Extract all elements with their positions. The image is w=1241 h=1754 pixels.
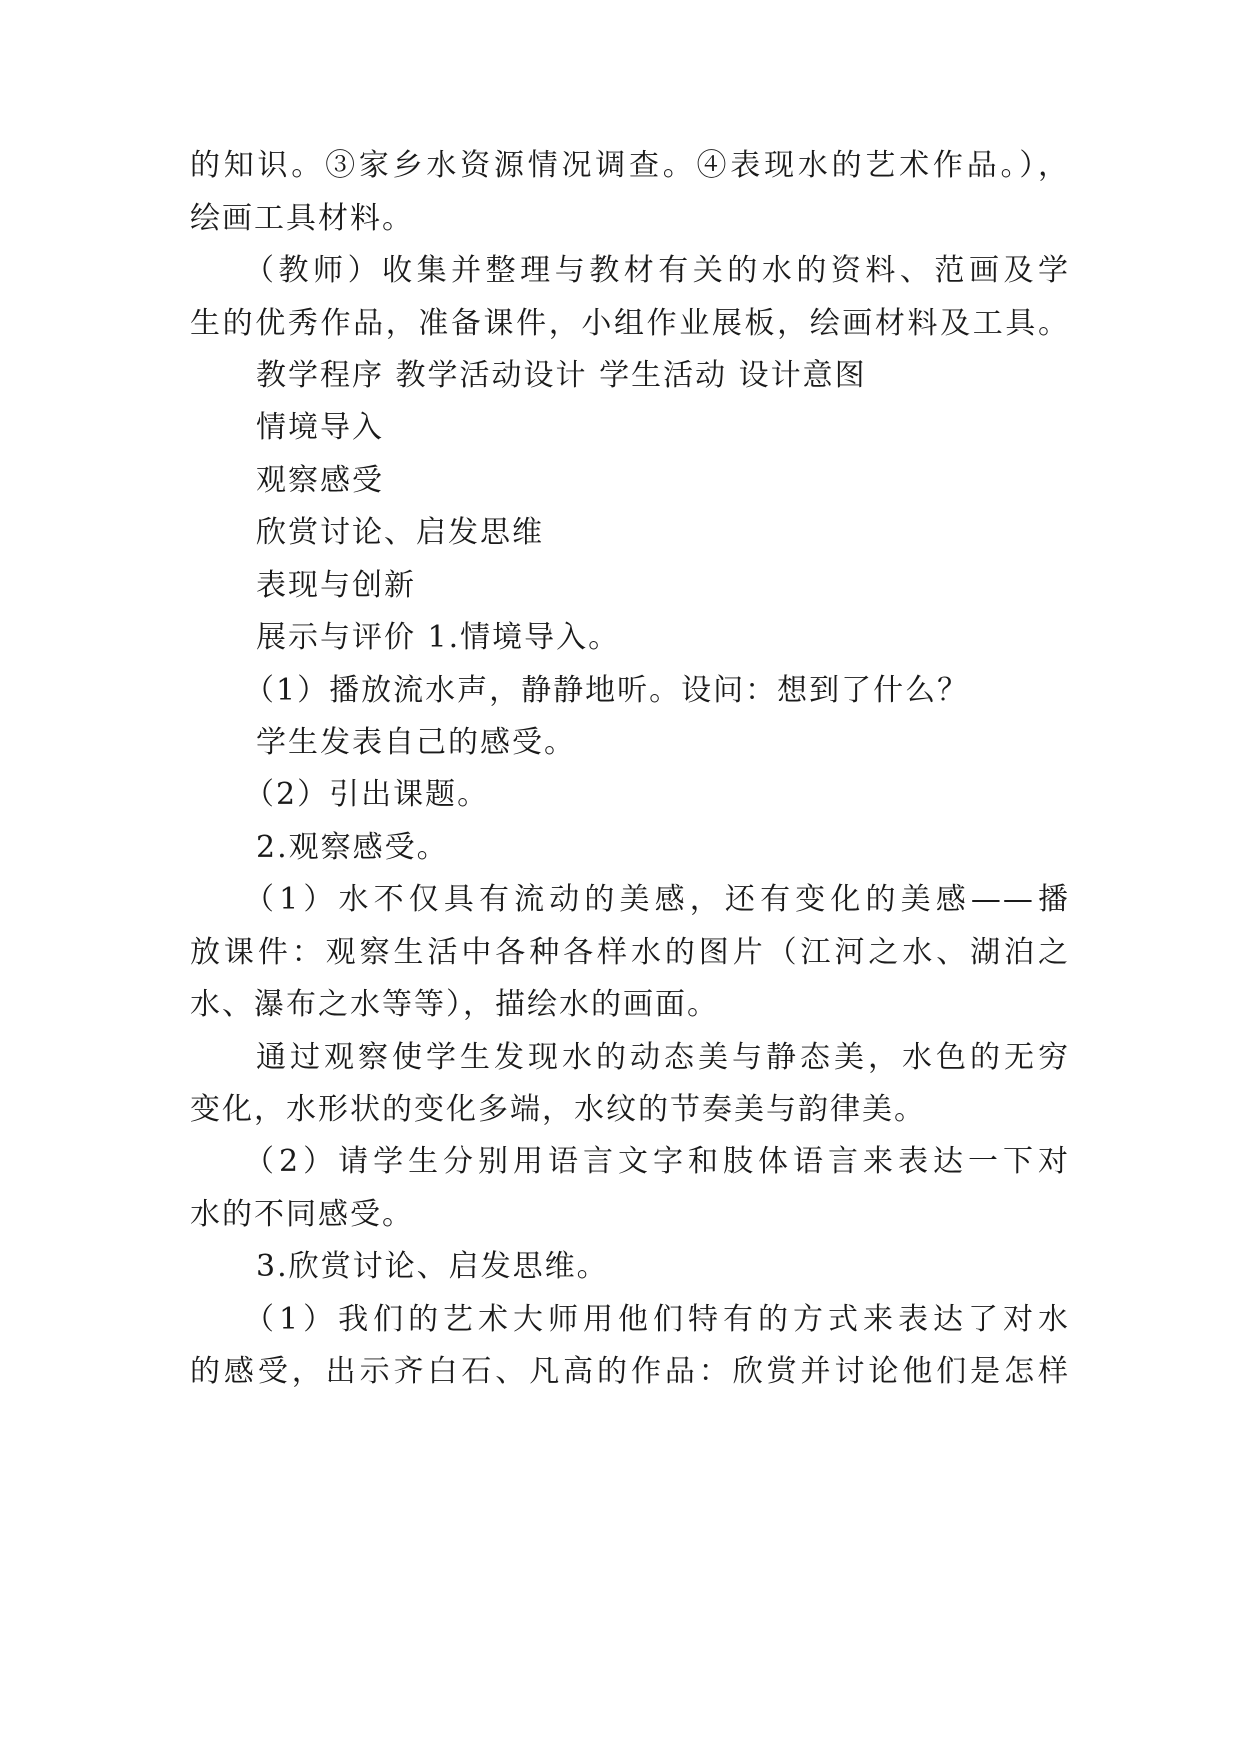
text-line-10: 展示与评价 1.情境导入。 xyxy=(256,620,621,655)
text-line-17: 水、瀑布之水等等），描绘水的画面。 xyxy=(190,987,719,1022)
text-line-8: 欣赏讨论、启发思维 xyxy=(256,515,544,550)
text-line-4: 生的优秀作品，准备课件，小组作业展板，绘画材料及工具。 xyxy=(190,306,1070,341)
text-line-7: 观察感受 xyxy=(256,463,384,498)
text-line-16: 放课件：观察生活中各种各样水的图片（江河之水、湖泊之 xyxy=(190,935,1070,970)
text-line-13: （2）引出课题。 xyxy=(244,777,490,812)
text-line-2: 绘画工具材料。 xyxy=(190,201,414,236)
text-line-12: 学生发表自己的感受。 xyxy=(256,725,576,760)
text-line-24: 的感受，出示齐白石、凡高的作品：欣赏并讨论他们是怎样 xyxy=(190,1354,1070,1389)
text-line-9: 表现与创新 xyxy=(256,568,416,603)
text-line-22: 3.欣赏讨论、启发思维。 xyxy=(256,1249,609,1284)
text-line-5: 教学程序 教学活动设计 学生活动 设计意图 xyxy=(256,358,867,393)
text-line-18: 通过观察使学生发现水的动态美与静态美，水色的无穷 xyxy=(256,1040,1070,1075)
text-line-23: （1）我们的艺术大师用他们特有的方式来表达了对水 xyxy=(244,1302,1070,1337)
text-line-3: （教师）收集并整理与教材有关的水的资料、范画及学 xyxy=(244,253,1070,288)
text-line-11: （1）播放流水声，静静地听。设问：想到了什么？ xyxy=(244,673,970,708)
text-line-6: 情境导入 xyxy=(256,410,384,445)
text-line-14: 2.观察感受。 xyxy=(256,830,449,865)
text-line-1: 的知识。③家乡水资源情况调查。④表现水的艺术作品。）， xyxy=(190,148,1070,183)
text-line-15: （1）水不仅具有流动的美感，还有变化的美感——播 xyxy=(244,882,1070,917)
text-line-19: 变化，水形状的变化多端，水纹的节奏美与韵律美。 xyxy=(190,1092,926,1127)
text-line-20: （2）请学生分别用语言文字和肢体语言来表达一下对 xyxy=(244,1144,1070,1179)
text-line-21: 水的不同感受。 xyxy=(190,1197,414,1232)
